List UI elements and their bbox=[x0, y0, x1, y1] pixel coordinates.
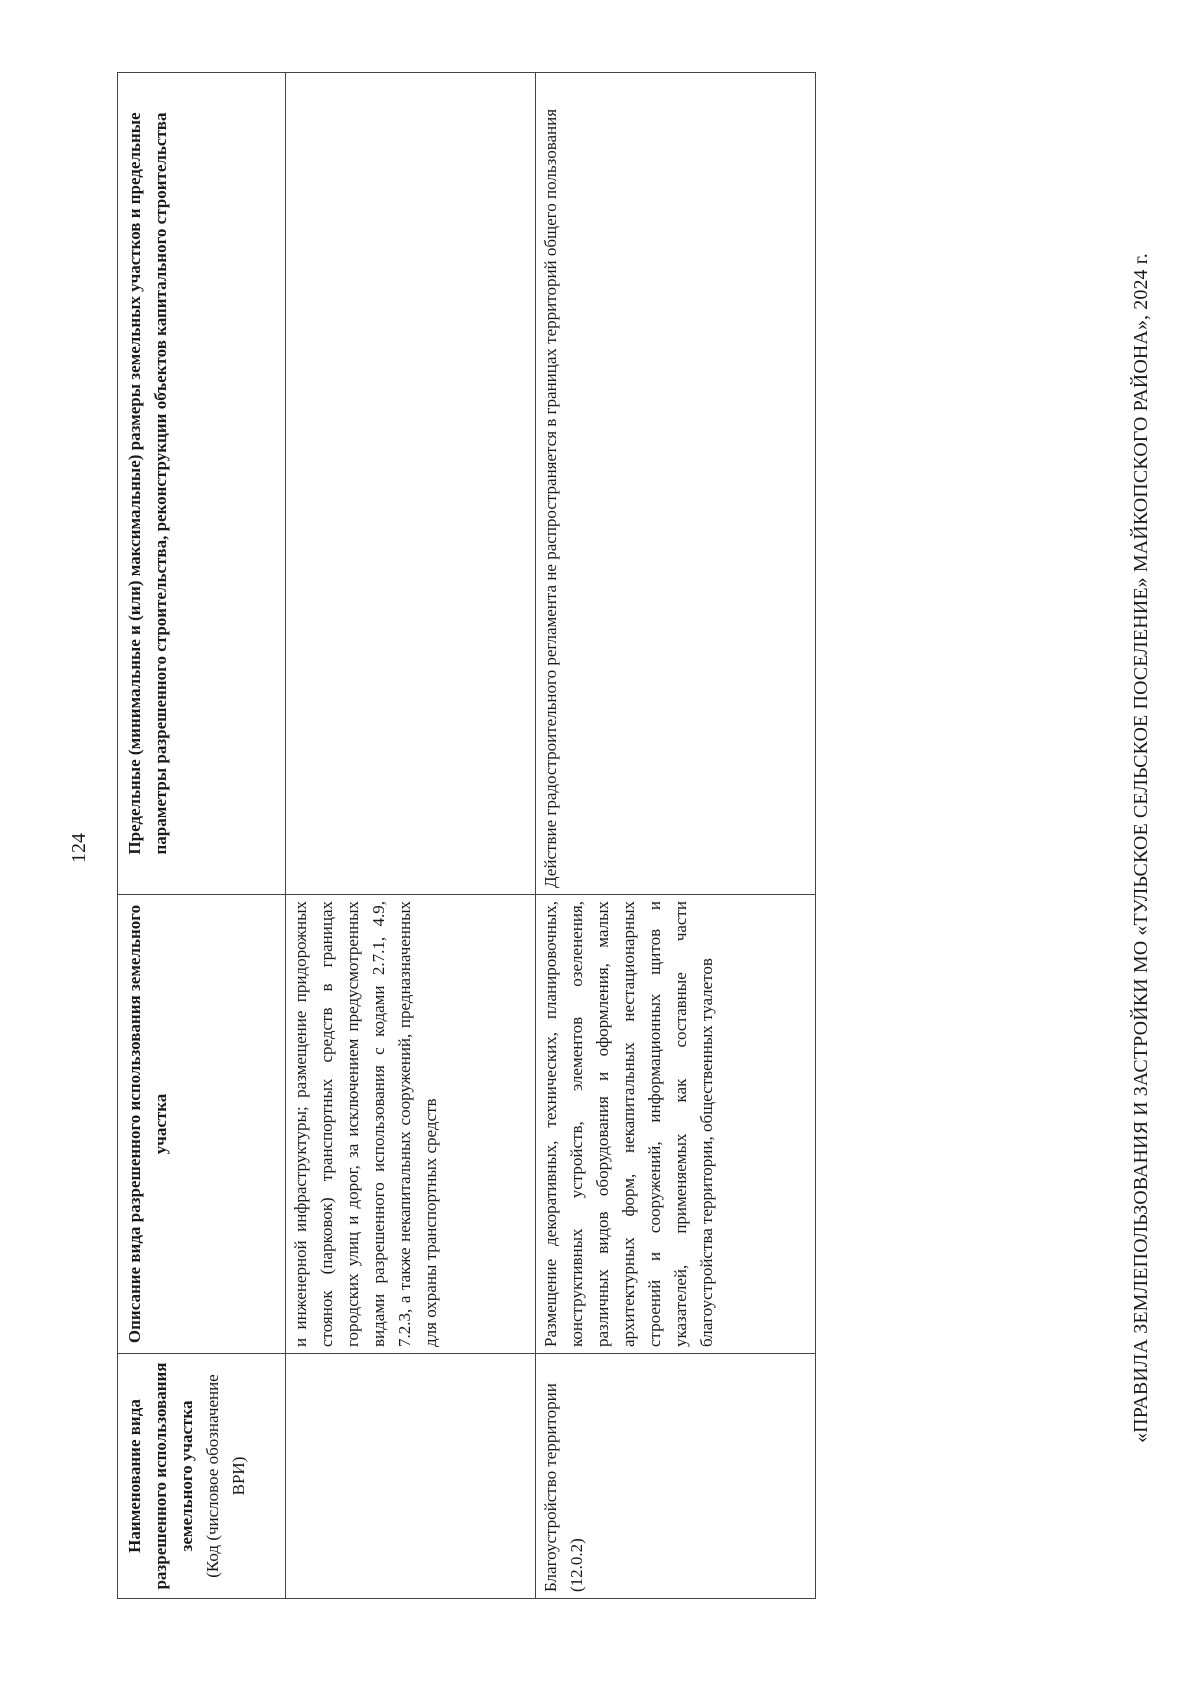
row-description-cell: и инженерной инфраструктуры; размещение придорожных стоянок (парковок) транспортных средств в границах городских улиц и дорог, за исключением предусмотренных видами разрешенного использования с кодами 2.7.1, 4.9, 7.2.3, а также некапитальных сооружений, предназначенных для охраны транспортных средств bbox=[286, 895, 536, 1354]
header-name-code: (Код (числовое обозначение ВРИ) bbox=[203, 1374, 248, 1578]
header-name-title: Наименование вида разрешенного использования земельного участка bbox=[125, 1362, 196, 1590]
row-name-cell bbox=[286, 1354, 536, 1599]
table-row bbox=[536, 73, 816, 1599]
page-number: 124 bbox=[68, 833, 90, 863]
header-name-column bbox=[118, 1354, 286, 1599]
row-parameters-cell: Действие градостроительного регламента не распространяется в границах территорий общего пользования bbox=[536, 73, 816, 895]
table-row bbox=[286, 73, 536, 1599]
row-parameters-cell bbox=[286, 73, 536, 895]
header-parameters-column: Предельные (минимальные и (или) максимальные) размеры земельных участков и предельные параметры разрешенного строительства, реконструкции объектов капитального строительства bbox=[118, 73, 286, 895]
document-footer: «ПРАВИЛА ЗЕМЛЕПОЛЬЗОВАНИЯ И ЗАСТРОЙКИ МО «ТУЛЬСКОЕ СЕЛЬСКОЕ ПОСЕЛЕНИЕ» МАЙКОПСКОГО РАЙОНА», 2024 г. bbox=[1130, 253, 1152, 1443]
regulation-table bbox=[117, 72, 816, 1599]
row-description-cell: Размещение декоративных, технических, планировочных, конструктивных устройств, элементов озеленения, различных видов оборудования и оформления, малых архитектурных форм, некапитальных нестационарных строений и сооружений, информационных щитов и указателей, применяемых как составные части благоустройства территории, общественных туалетов bbox=[536, 895, 816, 1354]
table-header-row bbox=[118, 73, 286, 1599]
row-name-cell: Благоустройство территории (12.0.2) bbox=[536, 1354, 816, 1599]
header-description-column: Описание вида разрешенного использования земельного участка bbox=[118, 895, 286, 1354]
